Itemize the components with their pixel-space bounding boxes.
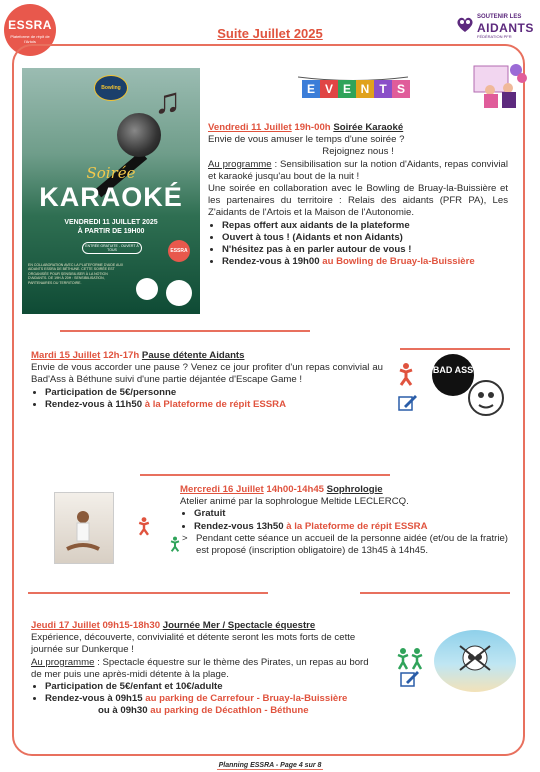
bullet-item: • N'hésitez pas à en parler autour de vous ! bbox=[222, 244, 508, 256]
divider bbox=[140, 474, 390, 476]
event-bullets bbox=[180, 508, 520, 532]
footer-text: Planning ESSRA - Page 4 sur 8 bbox=[218, 762, 322, 769]
rdv-time: Rendez-vous à 11h50 bbox=[45, 398, 143, 410]
bullet-item bbox=[45, 693, 376, 705]
rdv-alt bbox=[31, 705, 376, 717]
event-name: Soirée Karaoké bbox=[333, 122, 404, 133]
event-text: Atelier animé par la sophrologue Meltide LECLERCQ. bbox=[180, 496, 409, 508]
event-name: Journée Mer / Spectacle équestre bbox=[162, 620, 316, 631]
event-date: Mardi 15 Juillet bbox=[31, 350, 101, 361]
event-name: Pause détente Aidants bbox=[141, 350, 245, 361]
event-line: Rejoignez nous ! bbox=[322, 146, 394, 158]
poster-date bbox=[22, 218, 200, 236]
rdv-place: au parking de Carrefour - Bruay-la-Buissière bbox=[142, 693, 348, 705]
poster-date-line: VENDREDI 11 JUILLET 2025 bbox=[64, 219, 158, 226]
bullet-item bbox=[222, 256, 508, 268]
bullet-item: • Participation de 5€/enfant et 10€/adulte bbox=[45, 681, 376, 693]
banner-letter: V bbox=[320, 80, 338, 98]
divider bbox=[60, 330, 310, 332]
banner-letter: T bbox=[374, 80, 392, 98]
event-bullets bbox=[31, 387, 383, 411]
programme-label: Au programme bbox=[208, 158, 272, 170]
event-text: Envie de vous accorder une pause ? Venez ce jour profiter d'un repas convivial au Bad'Ass à Béthune suivi d'une partie déjantée d'Escape Game ! bbox=[31, 362, 383, 386]
event-programme bbox=[31, 657, 376, 681]
arrow-icon: > bbox=[182, 532, 188, 544]
partner-logo-small bbox=[166, 280, 192, 306]
event-name: Sophrologie bbox=[326, 484, 383, 495]
event-programme bbox=[208, 159, 508, 183]
partner-logo bbox=[455, 12, 535, 44]
rdv-time: Rendez-vous 13h50 bbox=[194, 520, 284, 532]
event-date: Vendredi 11 Juillet bbox=[208, 122, 292, 133]
rdv-place: à la Plateforme de répit ESSRA bbox=[142, 398, 286, 410]
programme-label: Au programme bbox=[31, 656, 95, 668]
logo-subtitle: Plateforme de répit de l'Artois bbox=[10, 34, 50, 44]
event-note bbox=[180, 533, 520, 557]
poster-soiree: Soirée bbox=[86, 164, 136, 182]
event-heading bbox=[31, 620, 376, 632]
rdv-time: ou à 09h30 bbox=[98, 705, 148, 717]
page-title: Suite Juillet 2025 bbox=[217, 26, 323, 41]
event-journee-mer bbox=[31, 620, 376, 718]
event-extra: Une soirée en collaboration avec le Bowling de Bruay-la-Buissière et les partenaires du territoire : Relais des aidants (PFR PA), Les Z'aidants de l'Artois et la Maison de l'Autonomie. bbox=[208, 183, 508, 219]
partner-logo-small bbox=[136, 278, 158, 300]
edit-note-icon bbox=[398, 394, 418, 412]
pirate-beach-logo bbox=[434, 630, 516, 692]
rdv-time: Rendez-vous à 09h15 bbox=[45, 693, 143, 705]
bowling-logo: Bowling bbox=[94, 75, 128, 101]
bullet-item: • Participation de 5€/personne bbox=[45, 387, 383, 399]
event-date: Jeudi 17 Juillet bbox=[31, 620, 100, 631]
party-illustration bbox=[472, 60, 528, 110]
poster-essra-tag: ESSRA bbox=[168, 240, 190, 262]
event-bullets bbox=[208, 220, 508, 269]
person-icon bbox=[136, 516, 152, 536]
person-icon bbox=[396, 362, 416, 386]
event-time: 09h15-18h30 bbox=[102, 620, 161, 631]
bullet-item bbox=[194, 521, 520, 533]
skull-icon bbox=[434, 630, 516, 692]
escape-game-icon bbox=[466, 378, 506, 418]
rdv-place: à la Plateforme de répit ESSRA bbox=[283, 520, 428, 532]
divider bbox=[360, 592, 510, 594]
partner-line1: SOUTENIR LES bbox=[477, 14, 522, 20]
rdv-time: Rendez-vous à 19h00 bbox=[222, 256, 320, 268]
banner-letter: N bbox=[356, 80, 374, 98]
event-heading bbox=[180, 484, 520, 496]
programme-text: : Sensibilisation sur la notion d'Aidants, repas convivial et karaoké jusqu'au bout de la nuit ! bbox=[208, 158, 509, 182]
footer bbox=[0, 754, 540, 772]
event-karaoke bbox=[208, 122, 508, 268]
poster-entry: ENTRÉE GRATUITE - OUVERT À TOUS bbox=[82, 242, 142, 254]
bullet-item bbox=[45, 399, 383, 411]
badass-logo: BAD ASS bbox=[432, 354, 474, 396]
event-sophrologie bbox=[180, 484, 520, 557]
group-icon bbox=[396, 648, 426, 670]
programme-text: : Spectacle équestre sur le thème des Pirates, un repas au bord de mer puis une après-midi détente à la plage. bbox=[31, 656, 369, 680]
logo-name: ESSRA bbox=[8, 18, 52, 32]
partner-line2: AIDANTS bbox=[477, 21, 534, 35]
rdv-place: au Bowling de Bruay-la-Buissière bbox=[319, 256, 475, 268]
event-pause bbox=[31, 350, 383, 411]
poster-info: EN COLLABORATION AVEC LA PLATEFORME D'AIDE AUX AIDANTS ESSRA DE BÉTHUNE. CETTE SOIRÉE EST ORGANISÉE POUR SENSIBILISER À LA NOTION D'AIDANTS. DE 19H À 20H : SENSIBILISATION, PARTENAIRES DU TERRITOIRE. bbox=[28, 263, 124, 285]
events-banner bbox=[298, 76, 408, 102]
banner-letter: E bbox=[338, 80, 356, 98]
note-text: Pendant cette séance un accueil de la personne aidée (et/ou de la fratrie) est proposé (inscription obligatoire) de 13h45 à 14h45. bbox=[196, 532, 509, 557]
event-heading bbox=[208, 122, 508, 134]
bullet-item: • Ouvert à tous ! (Aidants et non Aidants) bbox=[222, 232, 508, 244]
event-heading bbox=[31, 350, 383, 362]
divider bbox=[400, 348, 510, 350]
rdv-place: au parking de Décathlon - Béthune bbox=[147, 705, 309, 717]
event-time: 19h-00h bbox=[294, 122, 331, 133]
poster-karaoke: KARAOKÉ bbox=[39, 182, 183, 212]
poster-time-line: À PARTIR DE 19H00 bbox=[77, 228, 145, 235]
banner-letter: E bbox=[302, 80, 320, 98]
divider bbox=[28, 592, 268, 594]
edit-note-icon bbox=[400, 670, 420, 688]
bullet-item: • Gratuit bbox=[194, 508, 520, 520]
event-text: Expérience, découverte, convivialité et détente seront les mots forts de cette journée sur Dunkerque ! bbox=[31, 632, 356, 656]
event-date: Mercredi 16 Juillet bbox=[180, 484, 264, 495]
event-line: Envie de vous amuser le temps d'une soirée ? bbox=[208, 134, 405, 146]
banner-letter: S bbox=[392, 80, 410, 98]
music-notes-icon: ♫ bbox=[154, 80, 181, 121]
yoga-figure-icon bbox=[55, 493, 113, 563]
bullet-item: • Repas offert aux aidants de la plateforme bbox=[222, 220, 508, 232]
event-time: 12h-17h bbox=[102, 350, 140, 361]
sophrology-photo bbox=[54, 492, 114, 564]
heart-icon bbox=[455, 14, 475, 34]
event-time: 14h00-14h45 bbox=[266, 484, 324, 495]
event-bullets bbox=[31, 681, 376, 705]
partner-line3: FÉDÉRATION PFR bbox=[477, 34, 512, 39]
